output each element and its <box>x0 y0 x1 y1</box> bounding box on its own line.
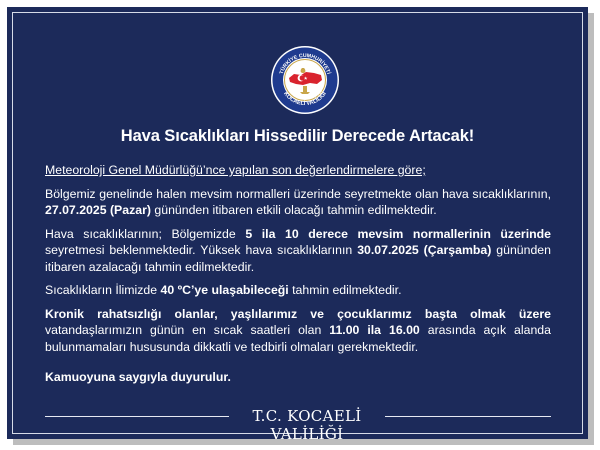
p3-text-a: Sıcaklıkların İlimizde <box>45 283 161 297</box>
announcement-body <box>45 162 551 386</box>
paragraph-4 <box>45 306 551 356</box>
footer-signature <box>7 405 588 443</box>
closing-line <box>45 369 551 386</box>
paragraph-2 <box>45 226 551 276</box>
footer-text: T.C. KOCAELİ VALİLİĞİ <box>252 407 362 443</box>
svg-text:TÜRKİYE CUMHURİYETİ: TÜRKİYE CUMHURİYETİ <box>278 52 332 75</box>
footer-divider-right <box>385 416 551 417</box>
intro-line: Meteoroloji Genel Müdürlüğü’nce yapılan son değerlendirmelere göre; <box>45 163 426 177</box>
p2-date-bold: 30.07.2025 (Çarşamba) <box>357 243 492 257</box>
closing-text: Kamuoyuna saygıyla duyurulur. <box>45 370 231 384</box>
paragraph-3 <box>45 282 551 299</box>
p3-text-c: tahmin edilmektedir. <box>288 283 402 297</box>
p1-text-c: gününden itibaren etkili olacağı tahmin edilmektedir. <box>150 203 437 217</box>
p4-text-d: arasında açık alanda bulunmamaları hususunda dikkatli ve tedbirli olmaları gerekmektedir. <box>45 323 551 354</box>
kocaeli-governorship-seal-icon <box>270 45 340 115</box>
p2-bold-range: 5 ila 10 derece mevsim normallerinin üzerinde <box>245 226 551 241</box>
announcement-board <box>7 7 588 443</box>
p3-bold-temperature: 40 ºC’ye ulaşabileceği <box>160 283 289 297</box>
p4-bold-a: Kronik rahatsızlığı olanlar, yaşlılarımız ve çocuklarımız başta olmak üzere <box>45 306 551 321</box>
p4-bold-hours: 11.00 ila 16.00 <box>329 323 420 337</box>
paragraph-1 <box>45 186 551 219</box>
svg-text:KOCAELİ VALİLİĞİ: KOCAELİ VALİLİĞİ <box>282 90 328 108</box>
p4-text-b: vatandaşlarımızın günün en sıcak saatleri olan <box>45 323 330 337</box>
footer-divider-left <box>45 416 229 417</box>
p2-text-e: gününden itibaren azalacağı tahmin edilmektedir. <box>45 243 551 274</box>
announcement-title: Hava Sıcaklıkları Hissedilir Derecede Artacak! <box>120 127 475 145</box>
p1-text-a: Bölgemiz genelinde halen mevsim normalleri üzerinde seyretmekte olan hava sıcaklıklarının, <box>45 186 551 201</box>
p2-text-c: seyretmesi beklenmektedir. Yüksek hava sıcaklıklarının <box>45 243 358 257</box>
p1-date-bold: 27.07.2025 (Pazar) <box>45 203 151 217</box>
p2-text-a: Hava sıcaklıklarının; Bölgemizde <box>45 226 246 241</box>
